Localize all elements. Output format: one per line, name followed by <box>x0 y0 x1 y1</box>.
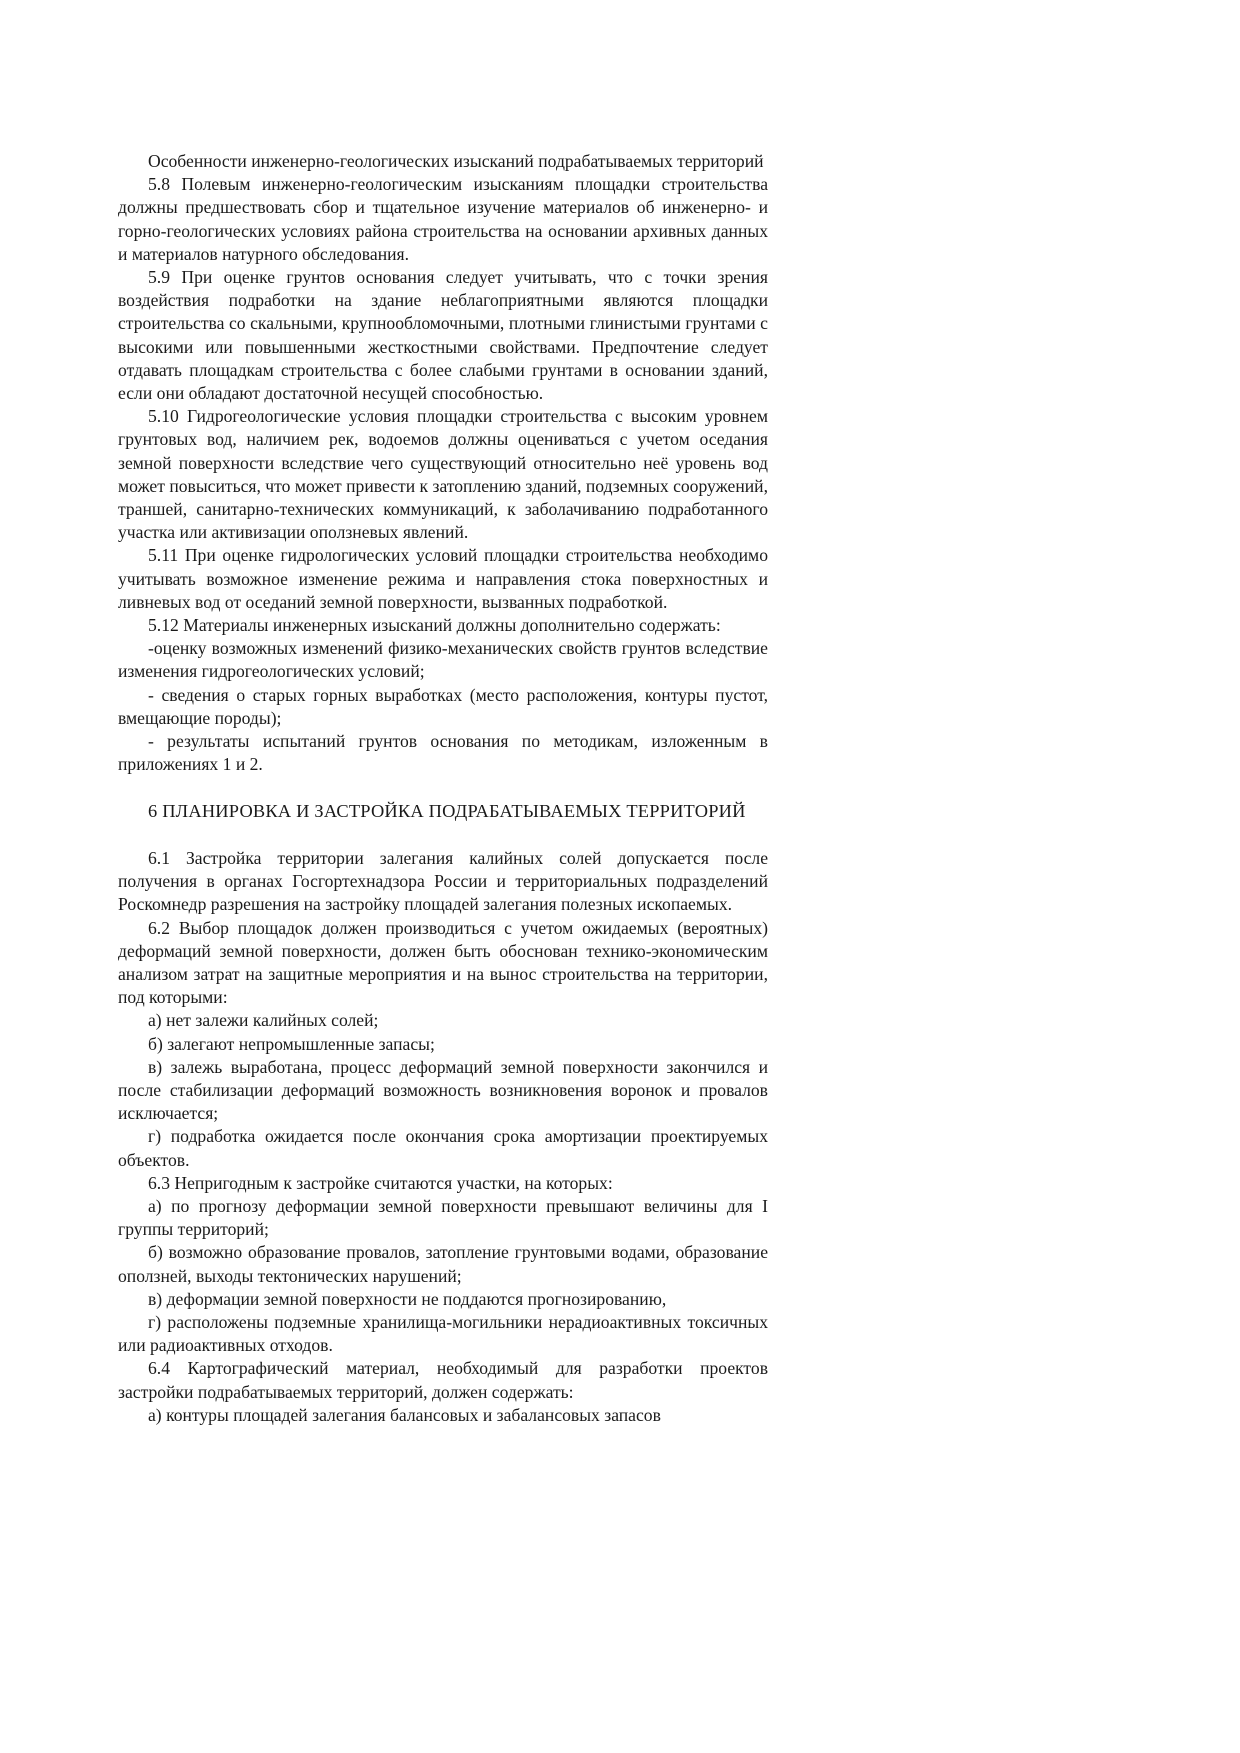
section-heading: 6 ПЛАНИРОВКА И ЗАСТРОЙКА ПОДРАБАТЫВАЕМЫХ ТЕРРИТОРИЙ <box>148 801 746 822</box>
paragraph-6-2: 6.2 Выбор площадок должен производиться с учетом ожидаемых (вероятных) деформаций земной поверхности, должен быть обоснован технико-экономическим анализом затрат на защитные мероприятия и на вынос строительства на территории, под которыми: <box>118 917 768 1008</box>
spacer <box>118 824 768 847</box>
list-item-6-4-a: а) контуры площадей залегания балансовых и забалансовых запасов <box>148 1404 661 1425</box>
list-item-6-2-c: в) залежь выработана, процесс деформаций земной поверхности закончился и после стабилизации деформаций возможность возникновения воронок и провалов исключается; <box>118 1056 768 1124</box>
list-item-5-12-1: -оценку возможных изменений физико-механических свойств грунтов вследствие изменения гидрогеологических условий; <box>118 638 768 682</box>
paragraph-6-4: 6.4 Картографический материал, необходимый для разработки проектов застройки подрабатываемых территорий, должен содержать: <box>118 1358 768 1402</box>
list-item-6-3-a: а) по прогнозу деформации земной поверхности превышают величины для I группы территорий; <box>118 1196 768 1240</box>
list-item-5-12-3: - результаты испытаний грунтов основания по методикам, изложенным в приложениях 1 и 2. <box>118 731 768 775</box>
paragraph-5-9: 5.9 При оценке грунтов основания следует учитывать, что с точки зрения воздействия подработки на здание неблагоприятными являются площадки строительства со скальными, крупнообломочными, плотными глинистыми грунтами с высокими или повышенными жесткостными свойствами. Предпочтение следует отдавать площадкам строительства с более слабыми грунтами в основании зданий, если они обладают достаточной несущей способностью. <box>118 267 768 404</box>
spacer <box>118 776 768 799</box>
list-item-6-2-d: г) подработка ожидается после окончания срока амортизации проектируемых объектов. <box>118 1126 768 1170</box>
paragraph-5-11: 5.11 При оценке гидрологических условий площадки строительства необходимо учитывать возможное изменение режима и направления стока поверхностных и ливневых вод от оседаний земной поверхности, вызванных подработкой. <box>118 545 768 612</box>
document-page <box>118 150 768 1427</box>
list-item-6-2-b: б) залегают непромышленные запасы; <box>148 1033 435 1054</box>
list-item-5-12-2: - сведения о старых горных выработках (место расположения, контуры пустот, вмещающие породы); <box>118 684 768 728</box>
paragraph-5-12: 5.12 Материалы инженерных изысканий должны дополнительно содержать: <box>148 615 721 636</box>
list-item-6-3-c: в) деформации земной поверхности не поддаются прогнозированию, <box>148 1288 667 1309</box>
paragraph-6-1: 6.1 Застройка территории залегания калийных солей допускается после получения в органах Госгортехнадзора России и территориальных подразделений Роскомнедр разрешения на застройку площадей залегания полезных ископаемых. <box>118 847 768 915</box>
paragraph-5-10: 5.10 Гидрогеологические условия площадки строительства с высоким уровнем грунтовых вод, наличием рек, водоемов должны оцениваться с учетом оседания земной поверхности вследствие чего существующий относительно неё уровень вод может повыситься, что может привести к затоплению зданий, подземных сооружений, траншей, санитарно-технических коммуникаций, к заболачиванию подработанного участка или активизации оползневых явлений. <box>118 406 768 543</box>
subsection-title: Особенности инженерно-геологических изысканий подрабатываемых территорий <box>148 151 764 171</box>
paragraph-6-3: 6.3 Непригодным к застройке считаются участки, на которых: <box>148 1172 613 1193</box>
list-item-6-3-b: б) возможно образование провалов, затопление грунтовыми водами, образование оползней, выходы тектонических нарушений; <box>118 1242 768 1286</box>
list-item-6-2-a: а) нет залежи калийных солей; <box>148 1010 379 1031</box>
paragraph-5-8: 5.8 Полевым инженерно-геологическим изысканиям площадки строительства должны предшествовать сбор и тщательное изучение материалов об инженерно- и горно-геологических условиях района строительства на основании архивных данных и материалов натурного обследования. <box>118 174 768 264</box>
list-item-6-3-d: г) расположены подземные хранилища-могильники нерадиоактивных токсичных или радиоактивных отходов. <box>118 1312 768 1356</box>
